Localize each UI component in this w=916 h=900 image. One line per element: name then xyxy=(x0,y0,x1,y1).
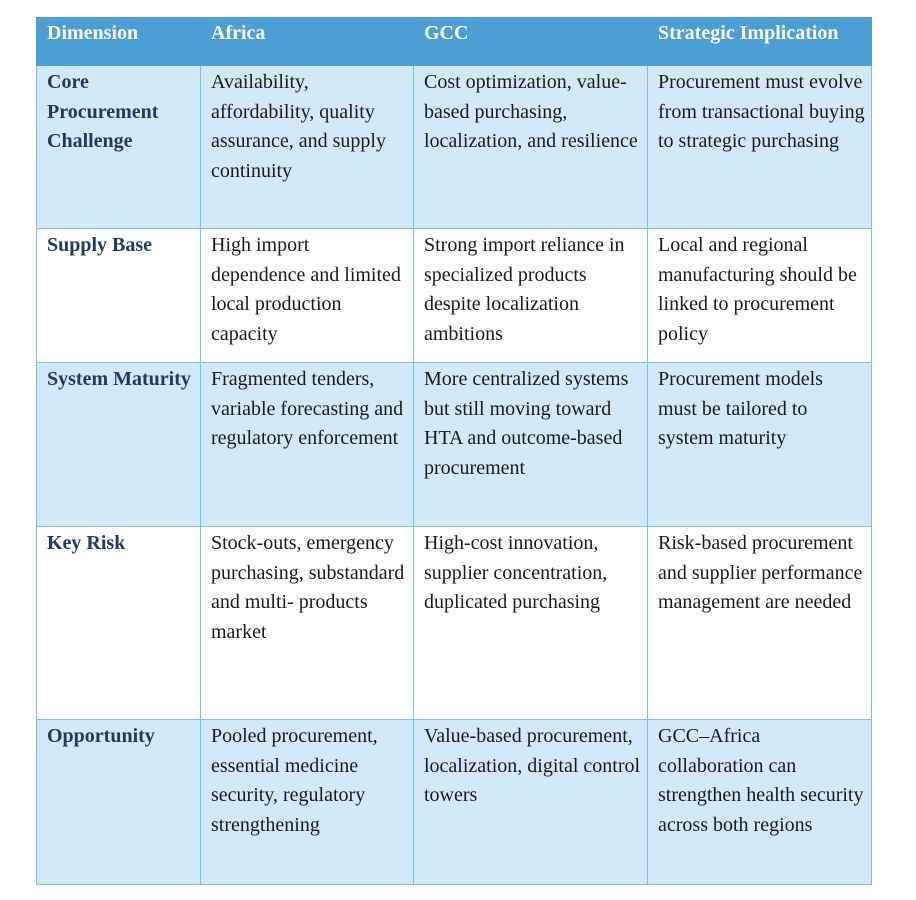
row-africa: Fragmented tenders, variable forecasting and regulatory enforcement xyxy=(201,363,414,527)
header-africa: Africa xyxy=(201,18,414,66)
row-dimension: Supply Base xyxy=(37,229,201,363)
row-dimension: System Maturity xyxy=(37,363,201,527)
table-row xyxy=(37,66,872,229)
row-implication: Local and regional manufacturing should be linked to procurement policy xyxy=(648,229,872,363)
row-africa: Availability, affordability, quality assurance, and supply continuity xyxy=(201,66,414,229)
procurement-comparison-table xyxy=(36,17,872,885)
row-dimension: Core Procurement Challenge xyxy=(37,66,201,229)
header-strategic-implication: Strategic Implication xyxy=(648,18,872,66)
row-dimension: Key Risk xyxy=(37,527,201,720)
row-gcc: High-cost innovation, supplier concentration, duplicated purchasing xyxy=(414,527,648,720)
table-row xyxy=(37,229,872,363)
table-row xyxy=(37,363,872,527)
row-africa: Stock-outs, emergency purchasing, substandard and multi- products market xyxy=(201,527,414,720)
row-gcc: More centralized systems but still moving toward HTA and outcome-based procurement xyxy=(414,363,648,527)
row-gcc: Value-based procurement, localization, digital control towers xyxy=(414,720,648,885)
table-row xyxy=(37,720,872,885)
header-dimension: Dimension xyxy=(37,18,201,66)
row-implication: Procurement models must be tailored to system maturity xyxy=(648,363,872,527)
row-implication: Risk-based procurement and supplier performance management are needed xyxy=(648,527,872,720)
table-header-row xyxy=(37,18,872,66)
row-gcc: Cost optimization, value-based purchasing, localization, and resilience xyxy=(414,66,648,229)
table-row xyxy=(37,527,872,720)
row-dimension: Opportunity xyxy=(37,720,201,885)
header-gcc: GCC xyxy=(414,18,648,66)
row-africa: Pooled procurement, essential medicine security, regulatory strengthening xyxy=(201,720,414,885)
comparison-table-container xyxy=(36,17,871,885)
row-implication: GCC–Africa collaboration can strengthen health security across both regions xyxy=(648,720,872,885)
row-gcc: Strong import reliance in specialized products despite localization ambitions xyxy=(414,229,648,363)
row-africa: High import dependence and limited local production capacity xyxy=(201,229,414,363)
row-implication: Procurement must evolve from transactional buying to strategic purchasing xyxy=(648,66,872,229)
